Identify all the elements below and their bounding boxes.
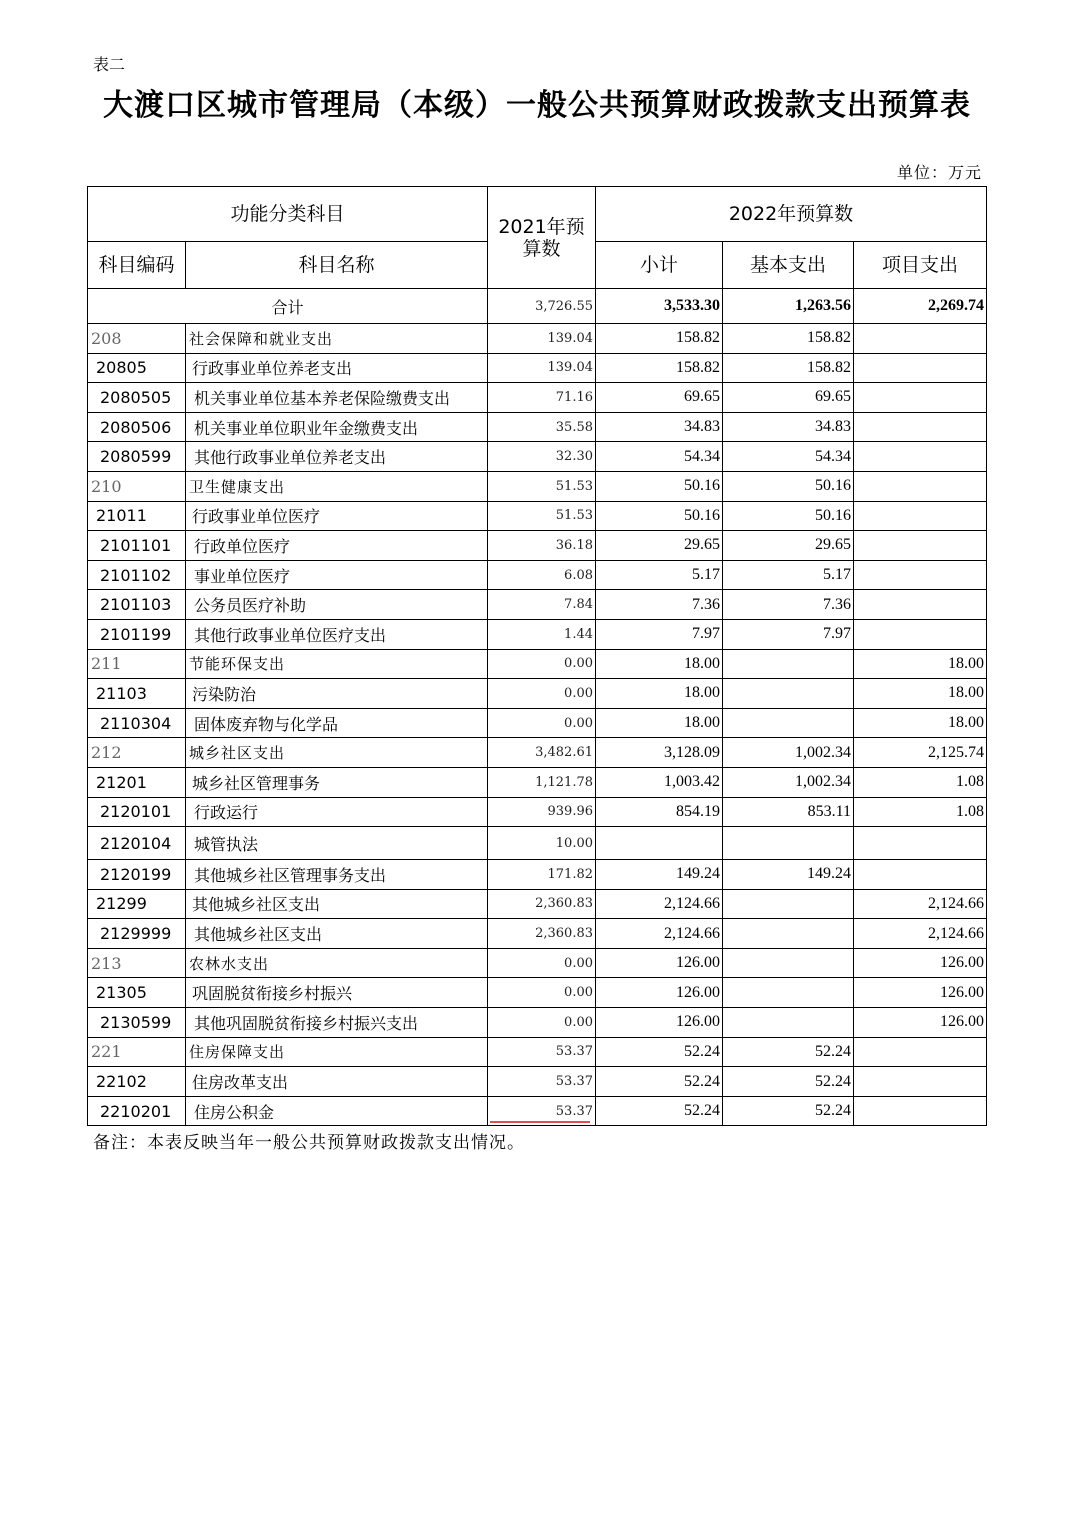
table-row [88, 442, 987, 472]
row-subtotal: 3,128.09 [596, 738, 723, 768]
table-row [88, 649, 987, 679]
row-project: 18.00 [854, 649, 987, 679]
row-subtotal: 7.36 [596, 590, 723, 620]
total-basic: 1,263.56 [723, 289, 854, 324]
total-row [88, 289, 987, 324]
red-underline-mark [490, 1121, 590, 1123]
row-basic [723, 827, 854, 860]
row-project [854, 383, 987, 413]
row-subtotal: 854.19 [596, 797, 723, 827]
row-code: 2080506 [88, 412, 186, 442]
row-project [854, 827, 987, 860]
header-row-1 [88, 187, 987, 242]
row-2021-value: 0.00 [488, 978, 596, 1008]
row-name: 公务员医疗补助 [186, 590, 488, 620]
row-name: 污染防治 [186, 679, 488, 709]
table-row [88, 919, 987, 949]
header-name: 科目名称 [186, 242, 488, 289]
row-basic [723, 708, 854, 738]
row-project: 2,125.74 [854, 738, 987, 768]
row-2021-value: 53.37 [488, 1067, 596, 1097]
row-subtotal: 50.16 [596, 501, 723, 531]
row-project [854, 324, 987, 354]
row-2021-value: 2,360.83 [488, 919, 596, 949]
table-row [88, 767, 987, 797]
row-project: 1.08 [854, 797, 987, 827]
row-project [854, 1096, 987, 1126]
row-2021-value: 1.44 [488, 619, 596, 649]
row-code: 21103 [88, 679, 186, 709]
row-name: 其他行政事业单位医疗支出 [186, 619, 488, 649]
table-row [88, 948, 987, 978]
row-basic: 1,002.34 [723, 738, 854, 768]
row-project: 126.00 [854, 1008, 987, 1038]
row-code: 2120101 [88, 797, 186, 827]
row-subtotal: 18.00 [596, 708, 723, 738]
row-name: 机关事业单位职业年金缴费支出 [186, 412, 488, 442]
unit-label: 单位：万元 [896, 163, 982, 182]
row-project: 2,124.66 [854, 889, 987, 919]
row-basic: 149.24 [723, 860, 854, 890]
row-name: 住房保障支出 [186, 1037, 488, 1067]
table-row [88, 619, 987, 649]
row-subtotal: 126.00 [596, 1008, 723, 1038]
row-subtotal: 69.65 [596, 383, 723, 413]
row-code: 2101101 [88, 531, 186, 561]
row-code: 20805 [88, 353, 186, 383]
row-name: 农林水支出 [186, 948, 488, 978]
row-basic [723, 948, 854, 978]
row-subtotal: 7.97 [596, 619, 723, 649]
row-subtotal: 52.24 [596, 1037, 723, 1067]
row-2021-value: 2,360.83 [488, 889, 596, 919]
row-basic: 69.65 [723, 383, 854, 413]
row-name: 其他城乡社区支出 [186, 919, 488, 949]
row-2021-value: 7.84 [488, 590, 596, 620]
row-2021-value: 1,121.78 [488, 767, 596, 797]
total-project: 2,269.74 [854, 289, 987, 324]
total-2021: 3,726.55 [488, 289, 596, 324]
row-project: 126.00 [854, 978, 987, 1008]
row-code: 208 [88, 324, 186, 354]
budget-table [87, 186, 987, 1126]
row-subtotal: 34.83 [596, 412, 723, 442]
row-code: 21305 [88, 978, 186, 1008]
row-subtotal: 126.00 [596, 948, 723, 978]
table-row [88, 590, 987, 620]
row-basic: 52.24 [723, 1067, 854, 1097]
row-basic [723, 649, 854, 679]
table-row [88, 708, 987, 738]
row-code: 2120104 [88, 827, 186, 860]
table-row [88, 383, 987, 413]
row-basic: 52.24 [723, 1096, 854, 1126]
row-project: 18.00 [854, 708, 987, 738]
row-project [854, 860, 987, 890]
table-number: 表二 [93, 55, 126, 74]
row-code: 21299 [88, 889, 186, 919]
row-basic: 1,002.34 [723, 767, 854, 797]
table-row [88, 860, 987, 890]
row-project [854, 590, 987, 620]
row-name: 城乡社区管理事务 [186, 767, 488, 797]
row-subtotal: 29.65 [596, 531, 723, 561]
row-code: 2101102 [88, 560, 186, 590]
row-project: 2,124.66 [854, 919, 987, 949]
row-basic: 50.16 [723, 471, 854, 501]
row-2021-value: 0.00 [488, 679, 596, 709]
row-project [854, 619, 987, 649]
row-name: 其他巩固脱贫衔接乡村振兴支出 [186, 1008, 488, 1038]
row-name: 行政事业单位医疗 [186, 501, 488, 531]
row-basic: 158.82 [723, 324, 854, 354]
row-subtotal: 18.00 [596, 649, 723, 679]
row-code: 2130599 [88, 1008, 186, 1038]
row-project [854, 471, 987, 501]
row-code: 2101199 [88, 619, 186, 649]
row-name: 行政运行 [186, 797, 488, 827]
row-basic: 853.11 [723, 797, 854, 827]
row-2021-value: 171.82 [488, 860, 596, 890]
row-basic [723, 978, 854, 1008]
row-basic: 50.16 [723, 501, 854, 531]
header-subtotal: 小计 [596, 242, 723, 289]
table-row [88, 471, 987, 501]
row-name: 固体废弃物与化学品 [186, 708, 488, 738]
header-2022-budget: 2022年预算数 [596, 187, 987, 242]
row-name: 住房公积金 [186, 1096, 488, 1126]
table-row [88, 738, 987, 768]
row-code: 2080599 [88, 442, 186, 472]
row-subtotal: 18.00 [596, 679, 723, 709]
total-subtotal: 3,533.30 [596, 289, 723, 324]
row-subtotal: 54.34 [596, 442, 723, 472]
row-basic [723, 1008, 854, 1038]
row-basic [723, 919, 854, 949]
total-label: 合计 [88, 289, 488, 324]
row-2021-value: 51.53 [488, 471, 596, 501]
row-name: 城乡社区支出 [186, 738, 488, 768]
header-functional-category: 功能分类科目 [88, 187, 488, 242]
table-row [88, 797, 987, 827]
row-code: 2210201 [88, 1096, 186, 1126]
row-2021-value: 0.00 [488, 1008, 596, 1038]
table-row [88, 827, 987, 860]
header-basic: 基本支出 [723, 242, 854, 289]
row-2021-value: 53.37 [488, 1037, 596, 1067]
row-basic: 7.97 [723, 619, 854, 649]
header-project: 项目支出 [854, 242, 987, 289]
row-code: 211 [88, 649, 186, 679]
table-row [88, 560, 987, 590]
row-subtotal: 52.24 [596, 1067, 723, 1097]
row-name: 住房改革支出 [186, 1067, 488, 1097]
row-code: 21201 [88, 767, 186, 797]
row-name: 卫生健康支出 [186, 471, 488, 501]
row-basic: 5.17 [723, 560, 854, 590]
row-subtotal: 149.24 [596, 860, 723, 890]
row-2021-value: 3,482.61 [488, 738, 596, 768]
row-subtotal: 126.00 [596, 978, 723, 1008]
row-name: 其他城乡社区管理事务支出 [186, 860, 488, 890]
table-row [88, 978, 987, 1008]
table-row [88, 531, 987, 561]
row-code: 2120199 [88, 860, 186, 890]
row-2021-value: 71.16 [488, 383, 596, 413]
row-basic: 7.36 [723, 590, 854, 620]
row-project: 18.00 [854, 679, 987, 709]
row-project [854, 412, 987, 442]
row-2021-value: 0.00 [488, 948, 596, 978]
row-code: 2110304 [88, 708, 186, 738]
row-project [854, 501, 987, 531]
row-project: 1.08 [854, 767, 987, 797]
row-name: 社会保障和就业支出 [186, 324, 488, 354]
row-project [854, 353, 987, 383]
row-2021-value: 51.53 [488, 501, 596, 531]
table-row [88, 412, 987, 442]
row-project [854, 1037, 987, 1067]
row-project [854, 1067, 987, 1097]
row-name: 机关事业单位基本养老保险缴费支出 [186, 383, 488, 413]
row-name: 其他行政事业单位养老支出 [186, 442, 488, 472]
row-2021-value: 32.30 [488, 442, 596, 472]
row-subtotal: 5.17 [596, 560, 723, 590]
row-2021-value: 36.18 [488, 531, 596, 561]
header-code: 科目编码 [88, 242, 186, 289]
table-row [88, 889, 987, 919]
row-code: 21011 [88, 501, 186, 531]
row-subtotal: 2,124.66 [596, 889, 723, 919]
row-code: 2080505 [88, 383, 186, 413]
row-basic [723, 679, 854, 709]
row-project [854, 560, 987, 590]
row-name: 其他城乡社区支出 [186, 889, 488, 919]
row-2021-value: 139.04 [488, 353, 596, 383]
row-name: 节能环保支出 [186, 649, 488, 679]
table-row [88, 324, 987, 354]
row-2021-value: 939.96 [488, 797, 596, 827]
row-code: 213 [88, 948, 186, 978]
page-title: 大渡口区城市管理局（本级）一般公共预算财政拨款支出预算表 [103, 88, 971, 123]
row-subtotal: 158.82 [596, 353, 723, 383]
row-code: 22102 [88, 1067, 186, 1097]
row-subtotal: 52.24 [596, 1096, 723, 1126]
row-project [854, 531, 987, 561]
row-2021-value: 139.04 [488, 324, 596, 354]
table-row [88, 1067, 987, 1097]
row-2021-value: 6.08 [488, 560, 596, 590]
table-row [88, 679, 987, 709]
table-row [88, 353, 987, 383]
table-row [88, 1037, 987, 1067]
row-2021-value: 0.00 [488, 649, 596, 679]
row-name: 事业单位医疗 [186, 560, 488, 590]
row-name: 巩固脱贫衔接乡村振兴 [186, 978, 488, 1008]
row-2021-value: 0.00 [488, 708, 596, 738]
row-2021-value: 10.00 [488, 827, 596, 860]
row-2021-value: 53.37 [488, 1096, 596, 1126]
table-row [88, 1008, 987, 1038]
row-project: 126.00 [854, 948, 987, 978]
row-basic: 29.65 [723, 531, 854, 561]
row-basic: 54.34 [723, 442, 854, 472]
row-subtotal: 50.16 [596, 471, 723, 501]
row-subtotal: 2,124.66 [596, 919, 723, 949]
row-name: 行政事业单位养老支出 [186, 353, 488, 383]
row-code: 212 [88, 738, 186, 768]
row-name: 行政单位医疗 [186, 531, 488, 561]
row-name: 城管执法 [186, 827, 488, 860]
row-basic: 52.24 [723, 1037, 854, 1067]
row-project [854, 442, 987, 472]
row-2021-value: 35.58 [488, 412, 596, 442]
row-code: 210 [88, 471, 186, 501]
row-subtotal: 158.82 [596, 324, 723, 354]
row-subtotal [596, 827, 723, 860]
row-basic [723, 889, 854, 919]
row-basic: 158.82 [723, 353, 854, 383]
row-basic: 34.83 [723, 412, 854, 442]
header-2021-budget: 2021年预算数 [488, 187, 596, 289]
row-code: 2129999 [88, 919, 186, 949]
row-code: 2101103 [88, 590, 186, 620]
row-code: 221 [88, 1037, 186, 1067]
table-row [88, 501, 987, 531]
row-subtotal: 1,003.42 [596, 767, 723, 797]
footnote: 备注：本表反映当年一般公共预算财政拨款支出情况。 [93, 1133, 525, 1153]
